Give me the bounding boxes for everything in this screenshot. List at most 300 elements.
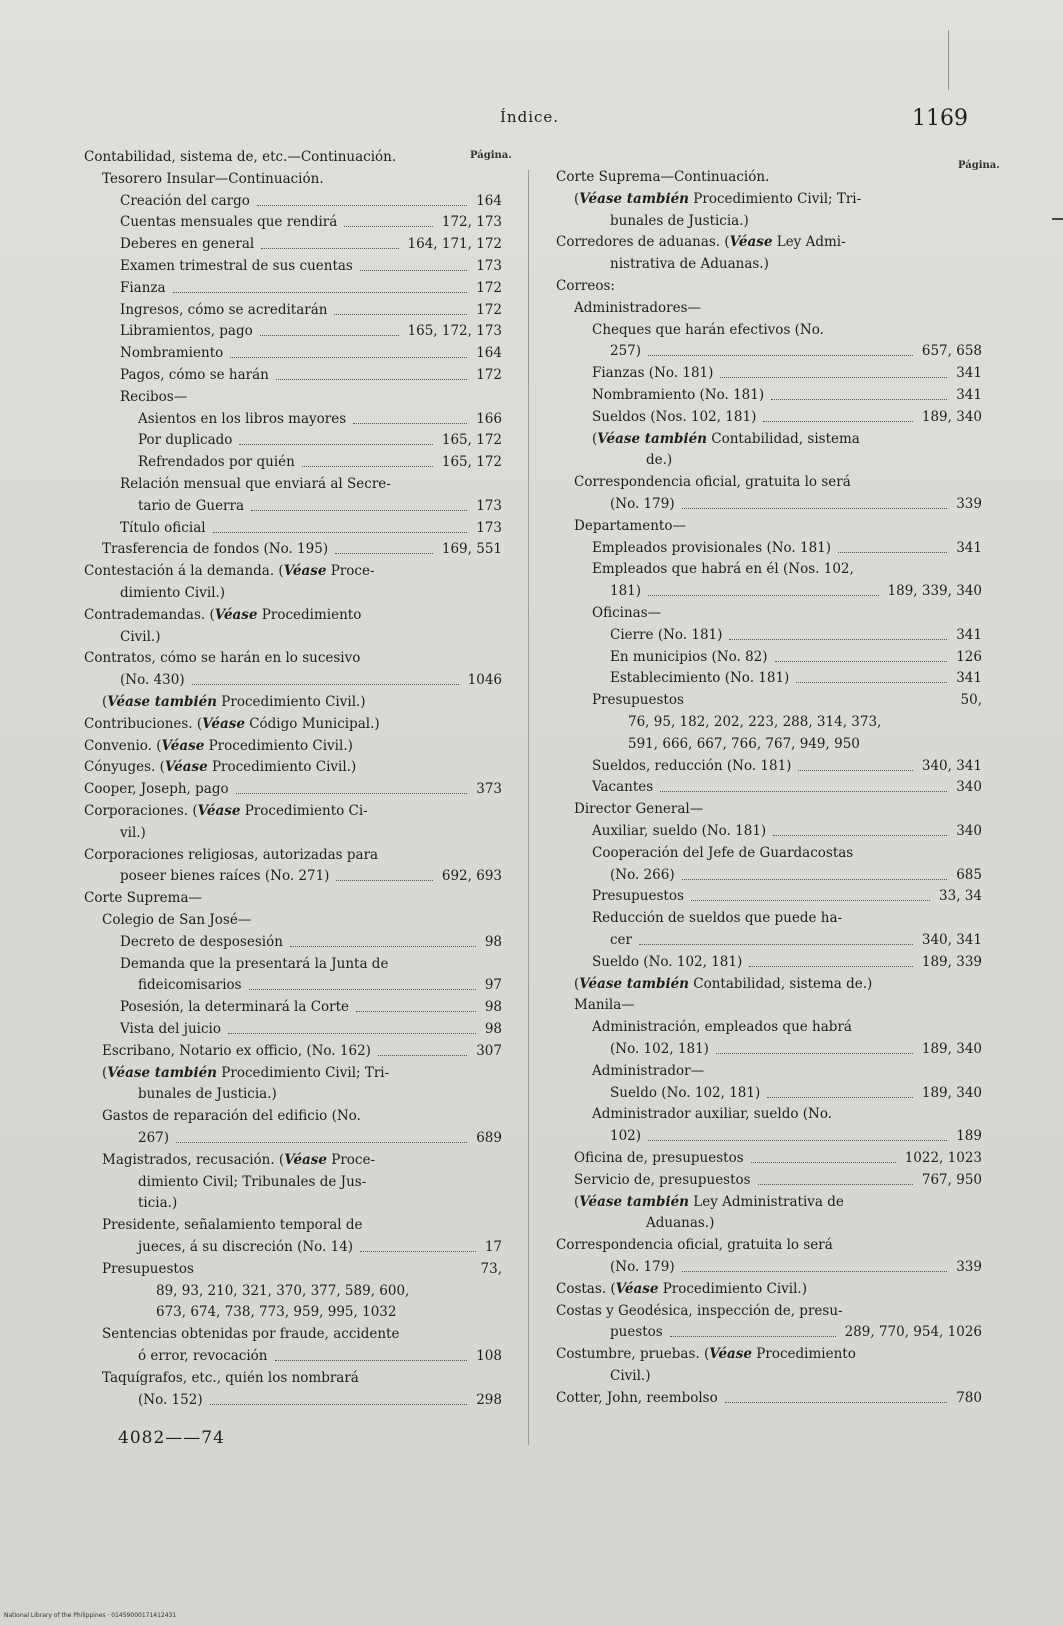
- index-entry: [102, 1259, 502, 1279]
- entry-text: (No. 179): [610, 1259, 675, 1275]
- entry-text: Costumbre, pruebas. (Véase Procedimiento: [556, 1346, 856, 1363]
- index-entry: [138, 1237, 502, 1257]
- index-entry: [84, 714, 502, 734]
- entry-page-ref: 165, 172, 173: [407, 323, 502, 340]
- entry-page-ref: 1022, 1023: [904, 1150, 982, 1166]
- entry-text: Título oficial: [120, 519, 206, 536]
- entry-text: poseer bienes raíces (No. 271): [120, 868, 330, 885]
- index-entry: [592, 603, 982, 623]
- entry-text: Taquígrafos, etc., quién los nombrará: [102, 1369, 359, 1386]
- dot-leader: [334, 314, 467, 315]
- index-entry: [120, 518, 502, 538]
- dot-leader: [767, 1097, 913, 1098]
- entry-page-ref: 780: [956, 1389, 982, 1406]
- entry-page-ref: 341: [956, 365, 982, 382]
- entry-text: Deberes en general: [120, 236, 255, 253]
- entry-text: Correspondencia oficial, gratuita lo será: [556, 1237, 833, 1254]
- entry-text: Refrendados por quién: [138, 454, 295, 471]
- entry-text: 673, 674, 738, 773, 959, 995, 1032: [156, 1304, 397, 1321]
- entry-page-ref: 189, 340: [921, 1084, 982, 1101]
- index-entry: [592, 908, 982, 928]
- entry-text: Contabilidad, sistema de, etc.—Continuación.: [84, 149, 397, 165]
- dot-leader: [763, 421, 913, 422]
- entry-page-ref: 98: [484, 1021, 502, 1037]
- entry-text: Colegio de San José—: [102, 912, 252, 928]
- dot-leader: [335, 553, 433, 554]
- index-entry: [102, 539, 502, 559]
- index-entry: [102, 1063, 502, 1083]
- index-entry: [102, 1215, 502, 1235]
- index-entry: [156, 1281, 502, 1301]
- entry-text: Sueldo (No. 102, 181): [610, 1084, 761, 1101]
- entry-text: (No. 152): [138, 1391, 203, 1408]
- index-entry: [556, 1388, 982, 1408]
- index-entry: [84, 888, 502, 908]
- entry-text: (Véase también Procedimiento Civil; Tri-: [574, 190, 862, 207]
- dot-leader: [758, 1184, 913, 1185]
- entry-page-ref: 165, 172: [441, 454, 502, 471]
- entry-text: Reducción de sueldos que puede ha-: [592, 910, 843, 927]
- dot-leader: [173, 292, 468, 293]
- index-entry: [120, 583, 502, 603]
- dot-leader: [749, 966, 913, 967]
- index-entry: [610, 494, 982, 514]
- index-entry: [120, 823, 502, 843]
- index-entry: [592, 952, 982, 972]
- entry-text: Fianza: [120, 279, 166, 296]
- entry-text: nistrativa de Aduanas.): [610, 256, 769, 273]
- entry-text: jueces, á su discreción (No. 14): [138, 1239, 354, 1255]
- entry-page-ref: 164, 171, 172: [407, 236, 502, 253]
- index-entry: [84, 648, 502, 668]
- index-entry: [120, 191, 502, 211]
- entry-text: Civil.): [120, 628, 161, 645]
- index-entry: [120, 212, 502, 232]
- index-entry: [120, 932, 502, 952]
- entry-text: bunales de Justicia.): [138, 1086, 277, 1103]
- entry-text: Cuentas mensuales que rendirá: [120, 214, 338, 231]
- entry-page-ref: 340, 341: [921, 757, 982, 774]
- entry-text: (Véase también Contabilidad, sistema de.): [574, 975, 873, 992]
- index-entry: [610, 254, 982, 274]
- entry-page-ref: 373: [476, 781, 502, 798]
- entry-page-ref: 172: [476, 367, 502, 383]
- entry-text: En municipios (No. 82): [610, 648, 768, 665]
- entry-text: Vacantes: [592, 779, 654, 796]
- index-entry: [102, 1150, 502, 1170]
- index-entry: [592, 843, 982, 863]
- entry-page-ref: 340: [956, 823, 982, 839]
- entry-text: Presidente, señalamiento temporal de: [102, 1217, 363, 1234]
- index-entry: [102, 1106, 502, 1126]
- entry-text: Contestación á la demanda. (Véase Proce-: [84, 563, 375, 580]
- dot-leader: [682, 879, 948, 880]
- index-entry: [592, 1017, 982, 1037]
- entry-page-ref: 164: [476, 345, 502, 362]
- entry-text: (No. 266): [610, 866, 675, 883]
- dot-leader: [729, 639, 947, 640]
- index-entry: [138, 430, 502, 450]
- index-entry: [556, 276, 982, 296]
- entry-text: 89, 93, 210, 321, 370, 377, 589, 600,: [156, 1282, 410, 1299]
- entry-text: Contratos, cómo se harán en lo sucesivo: [84, 650, 361, 667]
- index-entry: [592, 429, 982, 449]
- entry-page-ref: 341: [956, 387, 982, 403]
- entry-page-ref: 341: [956, 539, 982, 556]
- entry-text: Convenio. (Véase Procedimiento Civil.): [84, 737, 353, 754]
- entry-text: fideicomisarios: [138, 977, 242, 994]
- dot-leader: [176, 1142, 467, 1143]
- entry-text: Creación del cargo: [120, 192, 250, 209]
- entry-page-ref: 172: [476, 279, 502, 296]
- entry-page-ref: 307: [476, 1042, 502, 1059]
- index-entry: [574, 472, 982, 492]
- entry-page-ref: 97: [484, 977, 502, 994]
- entry-text: Examen trimestral de sus cuentas: [120, 258, 353, 274]
- index-entry: [556, 232, 982, 252]
- index-entry: [84, 736, 502, 756]
- entry-text: Relación mensual que enviará al Secre-: [120, 476, 391, 492]
- index-entry: [592, 1104, 982, 1124]
- index-entry: [610, 211, 982, 231]
- entry-text: ó error, revocación: [138, 1348, 268, 1364]
- index-entry: [120, 954, 502, 974]
- index-entry: [610, 1083, 982, 1103]
- entry-page-ref: 173: [476, 519, 502, 536]
- index-entry: [120, 474, 502, 494]
- index-entry: [592, 559, 982, 579]
- entry-page-ref: 165, 172: [441, 432, 502, 449]
- entry-text: (Véase también Ley Administrativa de: [574, 1193, 844, 1210]
- dot-leader: [276, 379, 467, 380]
- entry-text: 102): [610, 1128, 642, 1145]
- entry-text: Gastos de reparación del edificio (No.: [102, 1108, 361, 1125]
- scan-mark: [948, 30, 949, 90]
- entry-page-ref: 767, 950: [921, 1171, 982, 1188]
- entry-page-ref: 341: [956, 626, 982, 643]
- index-entry: [556, 1301, 982, 1321]
- entry-text: Nombramiento: [120, 345, 224, 362]
- entry-text: Sueldo (No. 102, 181): [592, 953, 743, 970]
- index-entry: [138, 1390, 502, 1410]
- dot-leader: [210, 1404, 468, 1405]
- entry-text: Magistrados, recusación. (Véase Proce-: [102, 1151, 376, 1168]
- entry-text: Sueldos, reducción (No. 181): [592, 757, 792, 774]
- entry-text: Escribano, Notario ex officio, (No. 162): [102, 1042, 371, 1059]
- column-divider: [528, 170, 529, 1445]
- entry-text: Demanda que la presentará la Junta de: [120, 955, 389, 972]
- dot-leader: [239, 444, 432, 445]
- entry-text: Administración, empleados que habrá: [592, 1019, 852, 1036]
- dot-leader: [725, 1402, 947, 1403]
- entry-text: Contrademandas. (Véase Procedimiento: [84, 606, 362, 623]
- index-entry: [628, 712, 982, 732]
- entry-text: Por duplicado: [138, 432, 233, 449]
- entry-page-ref: 50,: [960, 692, 982, 709]
- entry-text: Cooper, Joseph, pago: [84, 781, 229, 798]
- index-entry: [556, 1279, 982, 1299]
- entry-text: Correos:: [556, 278, 615, 294]
- entry-text: Corte Suprema—Continuación.: [556, 169, 770, 185]
- entry-text: Administrador—: [592, 1062, 705, 1079]
- index-entry: [610, 341, 982, 361]
- entry-page-ref: 692, 693: [441, 868, 502, 885]
- dot-leader: [716, 1053, 913, 1054]
- index-entry: [574, 995, 982, 1015]
- entry-text: Presupuestos: [102, 1260, 194, 1277]
- entry-text: Oficina de, presupuestos: [574, 1150, 744, 1166]
- entry-text: 591, 666, 667, 766, 767, 949, 950: [628, 735, 860, 752]
- index-entry: [646, 450, 982, 470]
- index-entry: [138, 409, 502, 429]
- entry-text: de.): [646, 452, 673, 469]
- index-entry: [592, 320, 982, 340]
- index-entry: [120, 387, 502, 407]
- entry-text: Fianzas (No. 181): [592, 365, 714, 382]
- index-entry: [84, 845, 502, 865]
- index-entry: [646, 1213, 982, 1233]
- index-entry: [102, 692, 502, 712]
- dot-leader: [230, 357, 467, 358]
- index-entry: [138, 1193, 502, 1213]
- index-entry: [592, 777, 982, 797]
- entry-text: Cooperación del Jefe de Guardacostas: [592, 844, 854, 861]
- index-entry: [592, 821, 982, 841]
- entry-text: 181): [610, 583, 642, 600]
- entry-page-ref: 173: [476, 258, 502, 274]
- index-entry: [84, 147, 502, 167]
- index-entry: [102, 1324, 502, 1344]
- index-entry: [610, 1366, 982, 1386]
- entry-text: bunales de Justicia.): [610, 212, 749, 229]
- entry-text: Contribuciones. (Véase Código Municipal.): [84, 715, 380, 732]
- entry-text: Departamento—: [574, 517, 686, 534]
- entry-text: Administradores—: [574, 299, 702, 316]
- entry-text: Presupuestos: [592, 692, 684, 709]
- page-number: 1169: [912, 106, 968, 131]
- dot-leader: [798, 770, 912, 771]
- entry-page-ref: 33, 34: [939, 888, 982, 905]
- dot-leader: [257, 205, 467, 206]
- entry-page-ref: 689: [476, 1130, 502, 1146]
- index-entry: [120, 278, 502, 298]
- entry-text: Manila—: [574, 997, 635, 1014]
- entry-page-ref: 189, 340: [921, 1041, 982, 1057]
- entry-text: Vista del juicio: [120, 1021, 221, 1037]
- index-entry: [610, 625, 982, 645]
- scan-mark: [1052, 218, 1063, 220]
- entry-page-ref: 166: [476, 410, 502, 427]
- index-entry: [84, 801, 502, 821]
- entry-text: Corte Suprema—: [84, 890, 202, 907]
- index-entry: [138, 1172, 502, 1192]
- entry-text: Servicio de, presupuestos: [574, 1171, 751, 1188]
- entry-page-ref: 172, 173: [441, 214, 502, 231]
- index-entry: [592, 538, 982, 558]
- scan-credit: National Library of the Philippines · 01459000171412431: [4, 1612, 177, 1619]
- index-entry: [138, 452, 502, 472]
- index-entry: [574, 799, 982, 819]
- index-entry: [120, 234, 502, 254]
- entry-page-ref: 172: [476, 301, 502, 318]
- index-entry: [592, 363, 982, 383]
- entry-page-ref: 189, 340: [921, 408, 982, 425]
- index-entry: [102, 1041, 502, 1061]
- index-entry: [120, 365, 502, 385]
- entry-page-ref: 164: [476, 192, 502, 209]
- index-entry: [120, 300, 502, 320]
- dot-leader: [360, 1251, 476, 1252]
- entry-text: Establecimiento (No. 181): [610, 670, 790, 687]
- entry-text: tario de Guerra: [138, 497, 245, 514]
- entry-text: (Véase también Procedimiento Civil.): [102, 694, 366, 710]
- entry-text: Cónyuges. (Véase Procedimiento Civil.): [84, 759, 357, 776]
- index-entry: [592, 385, 982, 405]
- index-entry: [138, 1128, 502, 1148]
- entry-text: 76, 95, 182, 202, 223, 288, 314, 373,: [628, 714, 882, 730]
- entry-text: dimiento Civil.): [120, 585, 226, 601]
- entry-text: Costas. (Véase Procedimiento Civil.): [556, 1280, 807, 1297]
- entry-text: Costas y Geodésica, inspección de, presu-: [556, 1302, 843, 1319]
- dot-leader: [290, 946, 476, 947]
- index-entry: [628, 734, 982, 754]
- dot-leader: [251, 510, 467, 511]
- entry-page-ref: 189, 339: [921, 953, 982, 970]
- entry-page-ref: 340: [956, 779, 982, 796]
- entry-text: Sentencias obtenidas por fraude, accidente: [102, 1326, 400, 1343]
- index-entry: [610, 668, 982, 688]
- running-header: Índice.: [500, 108, 560, 126]
- entry-page-ref: 298: [476, 1391, 502, 1408]
- entry-text: (Véase también Procedimiento Civil; Tri-: [102, 1064, 390, 1081]
- index-entry: [120, 321, 502, 341]
- index-entry: [102, 910, 502, 930]
- entry-text: Tesorero Insular—Continuación.: [102, 170, 324, 187]
- index-entry: [156, 1302, 502, 1322]
- entry-text: puestos: [610, 1324, 663, 1341]
- entry-text: Presupuestos: [592, 888, 684, 905]
- entry-text: Cierre (No. 181): [610, 626, 723, 643]
- index-entry: [574, 974, 982, 994]
- dot-leader: [775, 661, 948, 662]
- entry-text: Corredores de aduanas. (Véase Ley Admi-: [556, 234, 846, 251]
- index-entry: [556, 1344, 982, 1364]
- entry-page-ref: 339: [956, 1259, 982, 1275]
- entry-page-ref: 340, 341: [921, 932, 982, 948]
- entry-text: Correspondencia oficial, gratuita lo será: [574, 474, 851, 491]
- dot-leader: [213, 532, 468, 533]
- entry-text: Oficinas—: [592, 605, 662, 621]
- entry-text: (Véase también Contabilidad, sistema: [592, 430, 860, 447]
- entry-text: vil.): [120, 824, 146, 841]
- index-entry: [120, 627, 502, 647]
- signature-mark: 4082——74: [118, 1428, 225, 1448]
- dot-leader: [353, 423, 467, 424]
- entry-page-ref: 189, 339, 340: [887, 583, 982, 600]
- index-entry: [610, 647, 982, 667]
- index-entry: [592, 690, 982, 710]
- right-column-head: Página.: [958, 160, 1000, 171]
- index-entry: [120, 997, 502, 1017]
- index-entry: [556, 167, 982, 187]
- entry-text: Recibos—: [120, 388, 188, 405]
- entry-page-ref: 341: [956, 670, 982, 687]
- index-entry: [120, 1019, 502, 1039]
- dot-leader: [773, 835, 947, 836]
- dot-leader: [192, 684, 459, 685]
- index-entry: [610, 1039, 982, 1059]
- index-entry: [574, 189, 982, 209]
- index-entry: [610, 1126, 982, 1146]
- index-entry: [592, 407, 982, 427]
- dot-leader: [648, 1140, 947, 1141]
- dot-leader: [356, 1011, 476, 1012]
- dot-leader: [228, 1033, 476, 1034]
- entry-text: Asientos en los libros mayores: [138, 410, 347, 427]
- dot-leader: [378, 1055, 467, 1056]
- entry-text: Pagos, cómo se harán: [120, 367, 269, 383]
- dot-leader: [691, 900, 930, 901]
- entry-page-ref: 173: [476, 497, 502, 514]
- entry-text: Aduanas.): [646, 1215, 715, 1232]
- index-entry: [102, 169, 502, 189]
- dot-leader: [648, 355, 913, 356]
- index-entry: [610, 1257, 982, 1277]
- entry-text: Empleados provisionales (No. 181): [592, 539, 832, 556]
- entry-text: 267): [138, 1130, 170, 1146]
- index-entry: [138, 496, 502, 516]
- index-entry: [574, 1170, 982, 1190]
- dot-leader: [682, 508, 948, 509]
- dot-leader: [751, 1162, 896, 1163]
- dot-leader: [344, 226, 433, 227]
- dot-leader: [336, 880, 432, 881]
- dot-leader: [639, 944, 913, 945]
- entry-page-ref: 98: [484, 933, 502, 950]
- entry-page-ref: 289, 770, 954, 1026: [844, 1324, 982, 1341]
- entry-page-ref: 108: [476, 1348, 502, 1364]
- index-entry: [610, 930, 982, 950]
- index-entry: [84, 605, 502, 625]
- index-entry: [138, 1346, 502, 1366]
- index-entry: [556, 1235, 982, 1255]
- index-entry: [610, 1322, 982, 1342]
- dot-leader: [682, 1271, 948, 1272]
- index-entry: [592, 756, 982, 776]
- entry-page-ref: 685: [956, 866, 982, 883]
- dot-leader: [236, 793, 468, 794]
- entry-page-ref: 126: [956, 648, 982, 665]
- dot-leader: [275, 1360, 468, 1361]
- entry-page-ref: 169, 551: [441, 541, 502, 558]
- entry-text: Posesión, la determinará la Corte: [120, 999, 350, 1016]
- entry-text: Trasferencia de fondos (No. 195): [102, 541, 329, 558]
- index-entry: [574, 1148, 982, 1168]
- entry-text: Administrador auxiliar, sueldo (No.: [592, 1106, 833, 1123]
- entry-text: Sueldos (Nos. 102, 181): [592, 408, 757, 425]
- index-entry: [84, 779, 502, 799]
- entry-text: ticia.): [138, 1195, 178, 1212]
- index-entry: [84, 561, 502, 581]
- index-entry: [84, 757, 502, 777]
- dot-leader: [648, 595, 878, 596]
- entry-text: Empleados que habrá en él (Nos. 102,: [592, 561, 854, 578]
- entry-page-ref: 189: [956, 1128, 982, 1145]
- entry-text: Cheques que harán efectivos (No.: [592, 321, 824, 338]
- entry-text: Auxiliar, sueldo (No. 181): [592, 823, 767, 839]
- index-entry: [574, 516, 982, 536]
- entry-text: Cotter, John, reembolso: [556, 1389, 718, 1406]
